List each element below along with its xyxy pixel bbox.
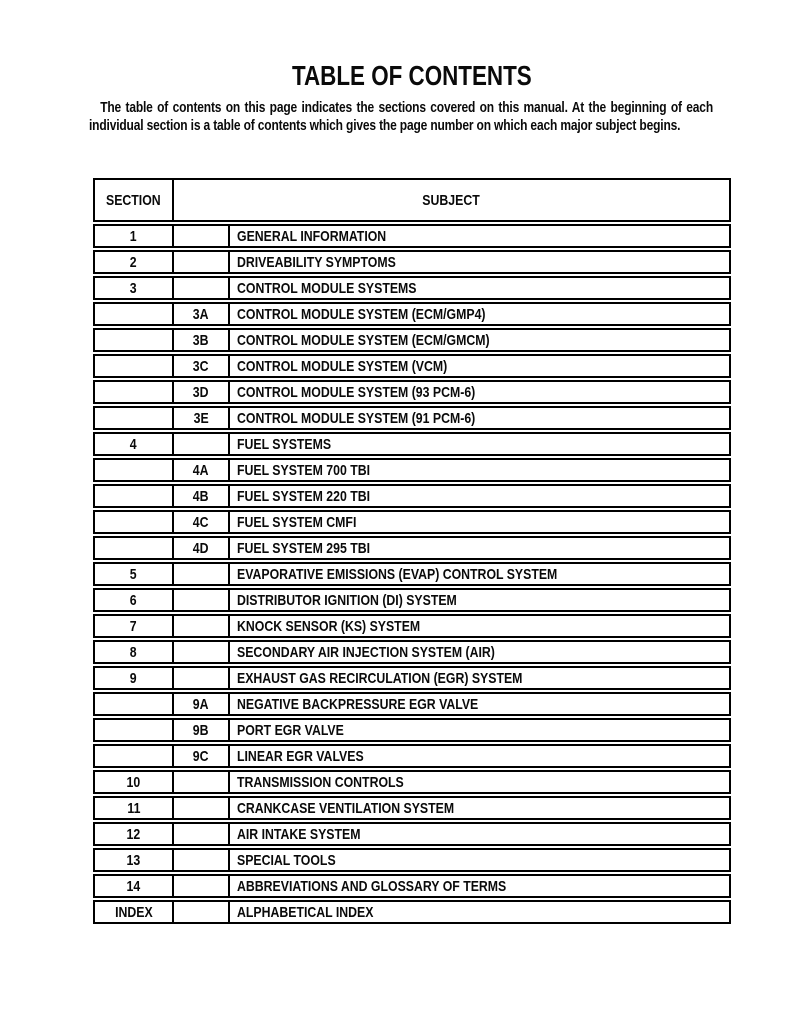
- subject-title-cell: [228, 772, 729, 792]
- subject-title: SECONDARY AIR INJECTION SYSTEM (AIR): [237, 643, 495, 661]
- section-number-cell: [95, 278, 172, 298]
- subsection-number-cell: [172, 798, 228, 818]
- subject-title-cell: [228, 408, 729, 428]
- page-title: [93, 62, 731, 90]
- toc-row: [93, 588, 731, 612]
- toc-row: [93, 250, 731, 274]
- subject-title: KNOCK SENSOR (KS) SYSTEM: [237, 617, 421, 635]
- subject-column-header-text: SUBJECT: [422, 191, 481, 209]
- section-column-header: [95, 180, 172, 220]
- subsection-number-cell: [172, 772, 228, 792]
- subject-title-cell: [228, 720, 729, 740]
- subject-title: EVAPORATIVE EMISSIONS (EVAP) CONTROL SYSTEM: [237, 565, 558, 583]
- subsection-number-cell: [172, 824, 228, 844]
- subject-title-cell: [228, 226, 729, 246]
- subject-title-cell: [228, 694, 729, 714]
- subsection-number-cell: [172, 252, 228, 272]
- section-number: 2: [130, 253, 137, 271]
- section-number-cell: [95, 304, 172, 324]
- subject-title-cell: [228, 538, 729, 558]
- subject-title: CONTROL MODULE SYSTEMS: [237, 279, 417, 297]
- section-number-cell: [95, 356, 172, 376]
- subject-title: DRIVEABILITY SYMPTOMS: [237, 253, 396, 271]
- subsection-number: 3B: [193, 331, 209, 349]
- toc-row: [93, 744, 731, 768]
- toc-row: [93, 796, 731, 820]
- section-column-header-text: SECTION: [106, 191, 161, 209]
- section-number-cell: [95, 642, 172, 662]
- section-number-cell: [95, 694, 172, 714]
- subject-title: EXHAUST GAS RECIRCULATION (EGR) SYSTEM: [237, 669, 523, 687]
- subsection-number-cell: [172, 486, 228, 506]
- subject-title-cell: [228, 902, 729, 922]
- subsection-number-cell: [172, 512, 228, 532]
- toc-row: [93, 484, 731, 508]
- section-number-cell: [95, 902, 172, 922]
- section-number-cell: [95, 538, 172, 558]
- toc-row: [93, 848, 731, 872]
- toc-row: [93, 406, 731, 430]
- subsection-number-cell: [172, 746, 228, 766]
- subject-title-cell: [228, 876, 729, 896]
- toc-row: [93, 562, 731, 586]
- subject-title: FUEL SYSTEM 295 TBI: [237, 539, 371, 557]
- section-number-cell: [95, 668, 172, 688]
- toc-row: [93, 822, 731, 846]
- subject-title: AIR INTAKE SYSTEM: [237, 825, 361, 843]
- section-number-cell: [95, 252, 172, 272]
- subsection-number-cell: [172, 304, 228, 324]
- section-number: 13: [126, 851, 141, 869]
- section-number-cell: [95, 460, 172, 480]
- subject-title-cell: [228, 590, 729, 610]
- section-number-cell: [95, 408, 172, 428]
- subject-title: CONTROL MODULE SYSTEM (ECM/GMCM): [237, 331, 490, 349]
- subsection-number-cell: [172, 382, 228, 402]
- subject-title: DISTRIBUTOR IGNITION (DI) SYSTEM: [237, 591, 457, 609]
- section-number: 9: [130, 669, 137, 687]
- subject-title-cell: [228, 564, 729, 584]
- subsection-number-cell: [172, 642, 228, 662]
- subsection-number-cell: [172, 278, 228, 298]
- toc-row: [93, 224, 731, 248]
- subsection-number-cell: [172, 564, 228, 584]
- subject-title-cell: [228, 278, 729, 298]
- subject-title-cell: [228, 512, 729, 532]
- section-number-cell: [95, 434, 172, 454]
- section-number-cell: [95, 824, 172, 844]
- section-number: 10: [126, 773, 141, 791]
- subject-column-header: [172, 180, 729, 220]
- subject-title-cell: [228, 460, 729, 480]
- subsection-number: 4D: [193, 539, 209, 557]
- subsection-number-cell: [172, 876, 228, 896]
- intro-paragraph: The table of contents on this page indicates the sections covered on this manual. At the beginning of each individual section is a table of contents which gives the page number on which each major subject begins.: [89, 99, 713, 134]
- toc-row: [93, 614, 731, 638]
- subject-title: FUEL SYSTEM 700 TBI: [237, 461, 371, 479]
- subject-title-cell: [228, 330, 729, 350]
- section-number-cell: [95, 876, 172, 896]
- subsection-number-cell: [172, 356, 228, 376]
- subsection-number: 3C: [193, 357, 209, 375]
- subject-title: NEGATIVE BACKPRESSURE EGR VALVE: [237, 695, 479, 713]
- toc-row: [93, 510, 731, 534]
- section-number: 7: [130, 617, 137, 635]
- subsection-number: 9A: [193, 695, 209, 713]
- subject-title: CONTROL MODULE SYSTEM (91 PCM-6): [237, 409, 476, 427]
- subsection-number: 4A: [193, 461, 209, 479]
- subsection-number-cell: [172, 850, 228, 870]
- subject-title-cell: [228, 824, 729, 844]
- subsection-number-cell: [172, 330, 228, 350]
- toc-row: [93, 328, 731, 352]
- subsection-number-cell: [172, 590, 228, 610]
- subsection-number-cell: [172, 668, 228, 688]
- subsection-number-cell: [172, 226, 228, 246]
- subsection-number-cell: [172, 434, 228, 454]
- section-number-cell: [95, 486, 172, 506]
- subject-title: CRANKCASE VENTILATION SYSTEM: [237, 799, 455, 817]
- subject-title: CONTROL MODULE SYSTEM (VCM): [237, 357, 448, 375]
- section-number: 5: [130, 565, 137, 583]
- subsection-number: 9B: [193, 721, 209, 739]
- subject-title-cell: [228, 382, 729, 402]
- section-number: 14: [126, 877, 141, 895]
- section-number-cell: [95, 616, 172, 636]
- subject-title: CONTROL MODULE SYSTEM (93 PCM-6): [237, 383, 476, 401]
- subsection-number: 3E: [193, 409, 209, 427]
- subsection-number: 3A: [193, 305, 209, 323]
- subsection-number: 4B: [193, 487, 209, 505]
- section-number-cell: [95, 798, 172, 818]
- section-number-cell: [95, 226, 172, 246]
- subject-title-cell: [228, 486, 729, 506]
- subject-title: PORT EGR VALVE: [237, 721, 344, 739]
- subject-title-cell: [228, 616, 729, 636]
- toc-row: [93, 380, 731, 404]
- toc-row: [93, 354, 731, 378]
- section-number: INDEX: [114, 903, 153, 921]
- section-number: 6: [130, 591, 137, 609]
- toc-header-row: [93, 178, 731, 222]
- subject-title: SPECIAL TOOLS: [237, 851, 336, 869]
- section-number: 1: [130, 227, 137, 245]
- section-number-cell: [95, 330, 172, 350]
- subsection-number: 4C: [193, 513, 209, 531]
- section-number-cell: [95, 772, 172, 792]
- toc-rows: [93, 224, 731, 924]
- section-number: 4: [130, 435, 137, 453]
- section-number-cell: [95, 590, 172, 610]
- subject-title-cell: [228, 668, 729, 688]
- section-number: 12: [126, 825, 141, 843]
- subject-title-cell: [228, 850, 729, 870]
- subject-title: FUEL SYSTEM CMFI: [237, 513, 357, 531]
- section-number-cell: [95, 850, 172, 870]
- subject-title: FUEL SYSTEM 220 TBI: [237, 487, 371, 505]
- section-number-cell: [95, 720, 172, 740]
- subject-title-cell: [228, 798, 729, 818]
- subject-title: ALPHABETICAL INDEX: [237, 903, 374, 921]
- subsection-number-cell: [172, 538, 228, 558]
- subsection-number: 9C: [193, 747, 209, 765]
- toc-row: [93, 692, 731, 716]
- subsection-number: 3D: [193, 383, 209, 401]
- toc-row: [93, 640, 731, 664]
- section-number: 11: [126, 799, 140, 817]
- toc-row: [93, 718, 731, 742]
- subject-title-cell: [228, 746, 729, 766]
- subsection-number-cell: [172, 616, 228, 636]
- toc-row: [93, 536, 731, 560]
- page-title-text: TABLE OF CONTENTS: [292, 60, 532, 91]
- toc-row: [93, 432, 731, 456]
- toc-row: [93, 276, 731, 300]
- subject-title-cell: [228, 304, 729, 324]
- section-number-cell: [95, 564, 172, 584]
- toc-row: [93, 666, 731, 690]
- subject-title-cell: [228, 252, 729, 272]
- section-number: 3: [130, 279, 137, 297]
- subsection-number-cell: [172, 408, 228, 428]
- toc-row: [93, 900, 731, 924]
- section-number-cell: [95, 746, 172, 766]
- subsection-number-cell: [172, 720, 228, 740]
- toc-row: [93, 302, 731, 326]
- subject-title: GENERAL INFORMATION: [237, 227, 387, 245]
- subject-title: LINEAR EGR VALVES: [237, 747, 364, 765]
- subsection-number-cell: [172, 902, 228, 922]
- subject-title-cell: [228, 642, 729, 662]
- toc-row: [93, 770, 731, 794]
- subject-title: FUEL SYSTEMS: [237, 435, 332, 453]
- section-number: 8: [130, 643, 137, 661]
- subject-title: CONTROL MODULE SYSTEM (ECM/GMP4): [237, 305, 486, 323]
- toc-table: [93, 178, 731, 926]
- subject-title: ABBREVIATIONS AND GLOSSARY OF TERMS: [237, 877, 507, 895]
- subject-title-cell: [228, 434, 729, 454]
- subsection-number-cell: [172, 694, 228, 714]
- subject-title: TRANSMISSION CONTROLS: [237, 773, 404, 791]
- section-number-cell: [95, 382, 172, 402]
- toc-row: [93, 458, 731, 482]
- subsection-number-cell: [172, 460, 228, 480]
- section-number-cell: [95, 512, 172, 532]
- subject-title-cell: [228, 356, 729, 376]
- toc-row: [93, 874, 731, 898]
